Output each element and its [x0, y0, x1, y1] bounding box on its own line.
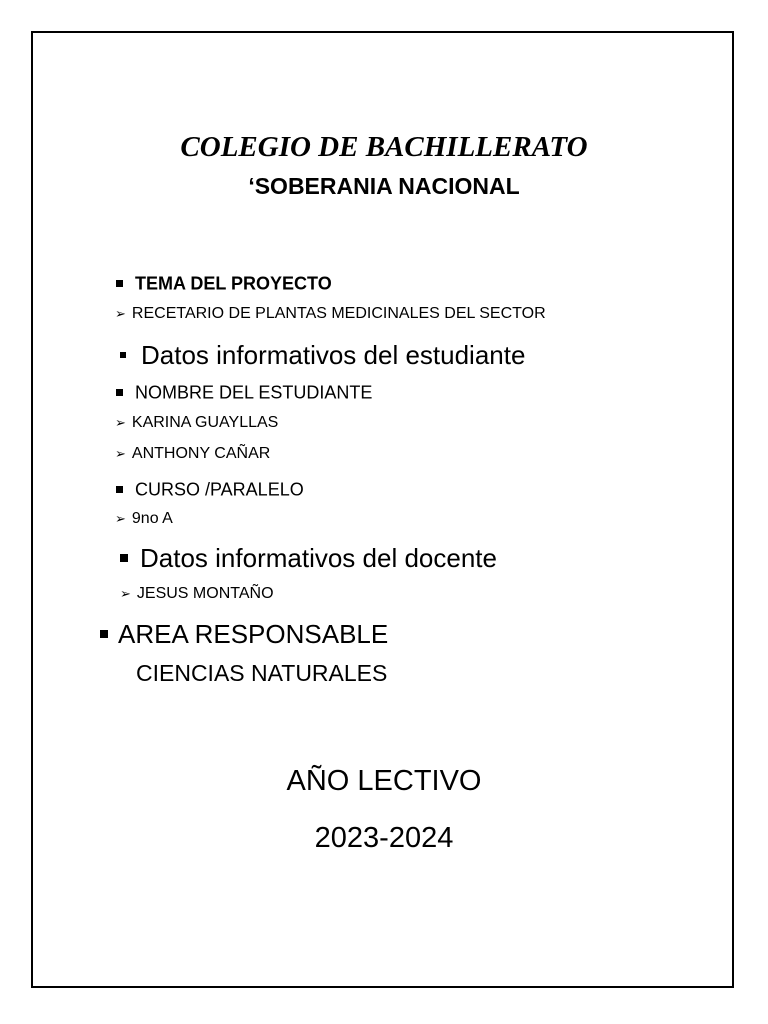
student-1-name: KARINA GUAYLLAS: [131, 414, 279, 431]
square-bullet-icon: [116, 280, 123, 287]
curso-value: 9no A: [131, 510, 173, 527]
datos-docente-heading: Datos informativos del docente: [140, 543, 497, 574]
school-name-line2: ‘SOBERANIA NACIONAL: [248, 173, 520, 199]
square-bullet-icon: [116, 486, 123, 493]
docente-name: JESUS MONTAÑO: [136, 585, 274, 602]
year-label: AÑO LECTIVO: [286, 765, 482, 797]
tema-label: TEMA DEL PROYECTO: [135, 273, 332, 294]
arrowhead-bullet-icon: ➢: [115, 446, 126, 462]
square-bullet-icon: [120, 352, 126, 358]
curso-label-row: [116, 479, 304, 498]
student-2-row: [115, 446, 270, 462]
docente-row: [120, 586, 274, 602]
square-bullet-icon: [100, 630, 108, 638]
square-bullet-icon: [116, 389, 123, 396]
curso-label: CURSO /PARALELO: [135, 479, 304, 500]
arrowhead-bullet-icon: ➢: [115, 511, 126, 527]
year-value: 2023-2024: [314, 822, 454, 854]
student-1-row: [115, 415, 278, 431]
area-value: CIENCIAS NATURALES: [136, 660, 388, 686]
tema-label-row: [116, 273, 332, 292]
datos-docente-row: [120, 543, 497, 574]
arrowhead-bullet-icon: ➢: [120, 586, 131, 602]
square-bullet-icon: [120, 554, 128, 562]
area-label-row: [100, 619, 389, 650]
tema-value-row: [115, 306, 546, 322]
nombre-label-row: [116, 382, 372, 401]
datos-estudiante-heading: Datos informativos del estudiante: [141, 340, 526, 371]
nombre-label: NOMBRE DEL ESTUDIANTE: [135, 382, 373, 403]
tema-value: RECETARIO DE PLANTAS MEDICINALES DEL SECTOR: [131, 305, 546, 322]
area-label: AREA RESPONSABLE: [118, 619, 389, 650]
curso-value-row: [115, 511, 173, 527]
arrowhead-bullet-icon: ➢: [115, 306, 126, 322]
datos-estudiante-row: [120, 340, 526, 371]
arrowhead-bullet-icon: ➢: [115, 415, 126, 431]
student-2-name: ANTHONY CAÑAR: [131, 445, 271, 462]
school-name-line1: COLEGIO DE BACHILLERATO: [180, 131, 588, 163]
